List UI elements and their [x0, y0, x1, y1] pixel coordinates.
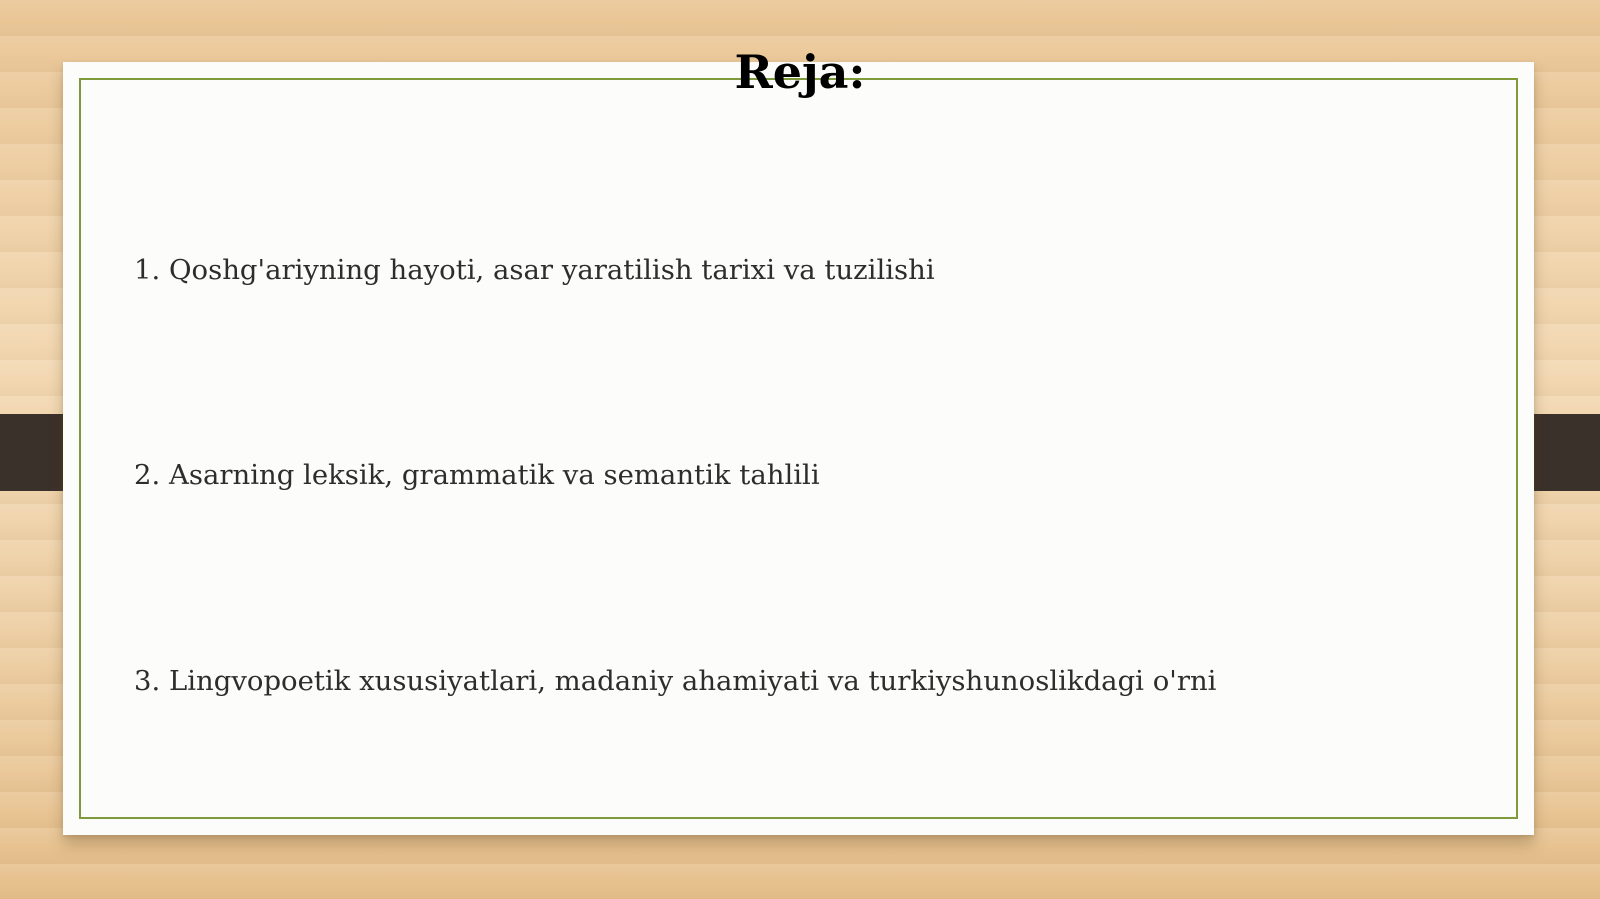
plan-item-2: 2. Asarning leksik, grammatik va semantik tahlili	[134, 459, 820, 491]
slide-card	[63, 62, 1534, 835]
plan-item-3: 3. Lingvopoetik xususiyatlari, madaniy ahamiyati va turkiyshunoslikdagi o'rni	[134, 665, 1217, 697]
plan-item-1: 1. Qoshg'ariyning hayoti, asar yaratilish tarixi va tuzilishi	[134, 254, 935, 286]
slide-frame-border	[79, 78, 1518, 819]
slide-title: Reja:	[734, 45, 866, 99]
